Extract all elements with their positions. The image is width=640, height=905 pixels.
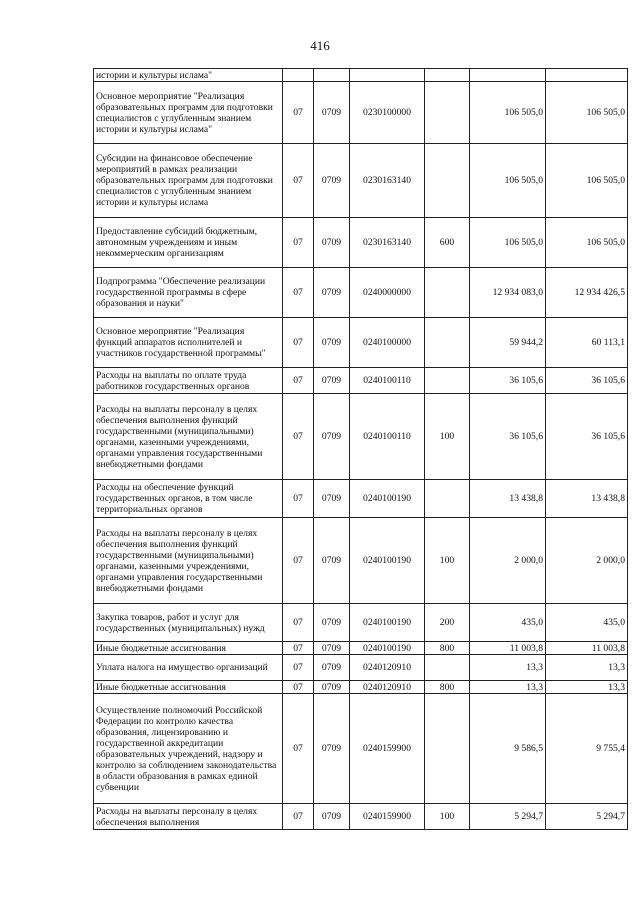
amount-year2-cell: 12 934 426,5 bbox=[546, 268, 628, 318]
expense-kind-cell: 100 bbox=[425, 518, 470, 604]
amount-year1-cell: 59 944,2 bbox=[470, 318, 546, 368]
expense-kind-cell bbox=[425, 480, 470, 518]
amount-year2-cell: 36 105,6 bbox=[546, 394, 628, 480]
amount-year1-cell: 106 505,0 bbox=[470, 144, 546, 218]
target-code-cell: 0240100190 bbox=[350, 642, 425, 655]
target-code-cell: 0240100190 bbox=[350, 518, 425, 604]
table-row bbox=[94, 69, 628, 82]
target-code-cell: 0240100110 bbox=[350, 368, 425, 394]
expense-kind-cell bbox=[425, 655, 470, 681]
table-row bbox=[94, 144, 628, 218]
amount-year1-cell bbox=[470, 69, 546, 82]
section-cell: 07 bbox=[283, 368, 314, 394]
expense-kind-cell: 200 bbox=[425, 604, 470, 642]
section-cell: 07 bbox=[283, 318, 314, 368]
section-cell: 07 bbox=[283, 694, 314, 804]
amount-year2-cell: 5 294,7 bbox=[546, 804, 628, 830]
amount-year2-cell: 2 000,0 bbox=[546, 518, 628, 604]
subsection-cell: 0709 bbox=[314, 642, 350, 655]
expense-kind-cell bbox=[425, 368, 470, 394]
amount-year2-cell: 106 505,0 bbox=[546, 144, 628, 218]
row-name-cell: Основное мероприятие "Реализация образовательных программ для подготовки специалистов с углубленным знанием истории и культуры ислама" bbox=[94, 82, 283, 144]
amount-year1-cell: 11 003,8 bbox=[470, 642, 546, 655]
row-name-cell: Подпрограмма "Обеспечение реализации государственной программы в сфере образования и науки" bbox=[94, 268, 283, 318]
section-cell: 07 bbox=[283, 681, 314, 694]
section-cell: 07 bbox=[283, 655, 314, 681]
row-name-cell: Расходы на выплаты персоналу в целях обеспечения выполнения функций государственными (муниципальными) органами, казенными учреждениями, органами управления государственными внебюджетными фондами bbox=[94, 518, 283, 604]
target-code-cell: 0240159900 bbox=[350, 694, 425, 804]
section-cell: 07 bbox=[283, 218, 314, 268]
expense-kind-cell bbox=[425, 82, 470, 144]
expense-kind-cell bbox=[425, 318, 470, 368]
row-name-cell: Закупка товаров, работ и услуг для государственных (муниципальных) нужд bbox=[94, 604, 283, 642]
subsection-cell: 0709 bbox=[314, 368, 350, 394]
table-row bbox=[94, 82, 628, 144]
section-cell: 07 bbox=[283, 480, 314, 518]
subsection-cell: 0709 bbox=[314, 82, 350, 144]
section-cell: 07 bbox=[283, 82, 314, 144]
table-body bbox=[94, 69, 628, 830]
amount-year1-cell: 12 934 083,0 bbox=[470, 268, 546, 318]
row-name-cell: Расходы на обеспечение функций государственных органов, в том числе территориальных органов bbox=[94, 480, 283, 518]
expense-kind-cell: 800 bbox=[425, 642, 470, 655]
amount-year2-cell: 11 003,8 bbox=[546, 642, 628, 655]
table-row bbox=[94, 480, 628, 518]
amount-year2-cell: 36 105,6 bbox=[546, 368, 628, 394]
subsection-cell: 0709 bbox=[314, 681, 350, 694]
target-code-cell: 0230100000 bbox=[350, 82, 425, 144]
target-code-cell: 0230163140 bbox=[350, 144, 425, 218]
amount-year2-cell: 13,3 bbox=[546, 655, 628, 681]
subsection-cell: 0709 bbox=[314, 655, 350, 681]
row-name-cell: истории и культуры ислама" bbox=[94, 69, 283, 82]
subsection-cell bbox=[314, 69, 350, 82]
row-name-cell: Иные бюджетные ассигнования bbox=[94, 642, 283, 655]
amount-year1-cell: 5 294,7 bbox=[470, 804, 546, 830]
table-row bbox=[94, 694, 628, 804]
subsection-cell: 0709 bbox=[314, 218, 350, 268]
table-row bbox=[94, 681, 628, 694]
row-name-cell: Осуществление полномочий Российской Федерации по контролю качества образования, лицензированию и государственной аккредитации образовательных учреждений, надзору и контролю за соблюдением законодательства в области образования в рамках единой субвенции bbox=[94, 694, 283, 804]
amount-year2-cell: 9 755,4 bbox=[546, 694, 628, 804]
expense-kind-cell: 100 bbox=[425, 804, 470, 830]
target-code-cell: 0240100190 bbox=[350, 480, 425, 518]
amount-year1-cell: 9 586,5 bbox=[470, 694, 546, 804]
row-name-cell: Уплата налога на имущество организаций bbox=[94, 655, 283, 681]
target-code-cell: 0240000000 bbox=[350, 268, 425, 318]
amount-year1-cell: 36 105,6 bbox=[470, 368, 546, 394]
amount-year2-cell: 106 505,0 bbox=[546, 218, 628, 268]
amount-year1-cell: 13,3 bbox=[470, 681, 546, 694]
section-cell: 07 bbox=[283, 604, 314, 642]
amount-year1-cell: 106 505,0 bbox=[470, 82, 546, 144]
expense-kind-cell: 600 bbox=[425, 218, 470, 268]
subsection-cell: 0709 bbox=[314, 694, 350, 804]
table-row bbox=[94, 394, 628, 480]
amount-year1-cell: 106 505,0 bbox=[470, 218, 546, 268]
row-name-cell: Расходы на выплаты персоналу в целях обеспечения выполнения bbox=[94, 804, 283, 830]
target-code-cell: 0240159900 bbox=[350, 804, 425, 830]
target-code-cell bbox=[350, 69, 425, 82]
table-row bbox=[94, 804, 628, 830]
amount-year2-cell: 13 438,8 bbox=[546, 480, 628, 518]
table-row bbox=[94, 604, 628, 642]
expense-kind-cell bbox=[425, 69, 470, 82]
section-cell: 07 bbox=[283, 268, 314, 318]
amount-year1-cell: 13 438,8 bbox=[470, 480, 546, 518]
amount-year1-cell: 435,0 bbox=[470, 604, 546, 642]
subsection-cell: 0709 bbox=[314, 518, 350, 604]
row-name-cell: Расходы на выплаты персоналу в целях обеспечения выполнения функций государственными (муниципальными) органами, казенными учреждениями, органами управления государственными внебюджетными фондами bbox=[94, 394, 283, 480]
subsection-cell: 0709 bbox=[314, 144, 350, 218]
target-code-cell: 0240120910 bbox=[350, 655, 425, 681]
table-row bbox=[94, 218, 628, 268]
expense-kind-cell bbox=[425, 268, 470, 318]
expense-kind-cell bbox=[425, 144, 470, 218]
amount-year2-cell: 13,3 bbox=[546, 681, 628, 694]
section-cell: 07 bbox=[283, 642, 314, 655]
subsection-cell: 0709 bbox=[314, 268, 350, 318]
row-name-cell: Основное мероприятие "Реализация функций аппаратов исполнителей и участников государственной программы" bbox=[94, 318, 283, 368]
subsection-cell: 0709 bbox=[314, 604, 350, 642]
amount-year1-cell: 13,3 bbox=[470, 655, 546, 681]
expense-kind-cell: 800 bbox=[425, 681, 470, 694]
amount-year2-cell bbox=[546, 69, 628, 82]
section-cell bbox=[283, 69, 314, 82]
expense-kind-cell: 100 bbox=[425, 394, 470, 480]
target-code-cell: 0240100000 bbox=[350, 318, 425, 368]
row-name-cell: Субсидии на финансовое обеспечение мероприятий в рамках реализации образовательных программ для подготовки специалистов с углубленным знанием истории и культуры ислама bbox=[94, 144, 283, 218]
table-row bbox=[94, 642, 628, 655]
amount-year1-cell: 2 000,0 bbox=[470, 518, 546, 604]
amount-year1-cell: 36 105,6 bbox=[470, 394, 546, 480]
table-row bbox=[94, 268, 628, 318]
section-cell: 07 bbox=[283, 394, 314, 480]
section-cell: 07 bbox=[283, 518, 314, 604]
table-row bbox=[94, 655, 628, 681]
target-code-cell: 0240120910 bbox=[350, 681, 425, 694]
row-name-cell: Иные бюджетные ассигнования bbox=[94, 681, 283, 694]
subsection-cell: 0709 bbox=[314, 394, 350, 480]
section-cell: 07 bbox=[283, 804, 314, 830]
target-code-cell: 0240100110 bbox=[350, 394, 425, 480]
subsection-cell: 0709 bbox=[314, 804, 350, 830]
subsection-cell: 0709 bbox=[314, 480, 350, 518]
amount-year2-cell: 435,0 bbox=[546, 604, 628, 642]
table-row bbox=[94, 318, 628, 368]
page-number: 416 bbox=[310, 38, 330, 53]
row-name-cell: Расходы на выплаты по оплате труда работников государственных органов bbox=[94, 368, 283, 394]
row-name-cell: Предоставление субсидий бюджетным, автономным учреждениям и иным некоммерческим организациям bbox=[94, 218, 283, 268]
amount-year2-cell: 60 113,1 bbox=[546, 318, 628, 368]
table-row bbox=[94, 368, 628, 394]
table-row bbox=[94, 518, 628, 604]
section-cell: 07 bbox=[283, 144, 314, 218]
budget-table bbox=[93, 68, 628, 830]
target-code-cell: 0230163140 bbox=[350, 218, 425, 268]
target-code-cell: 0240100190 bbox=[350, 604, 425, 642]
subsection-cell: 0709 bbox=[314, 318, 350, 368]
expense-kind-cell bbox=[425, 694, 470, 804]
amount-year2-cell: 106 505,0 bbox=[546, 82, 628, 144]
